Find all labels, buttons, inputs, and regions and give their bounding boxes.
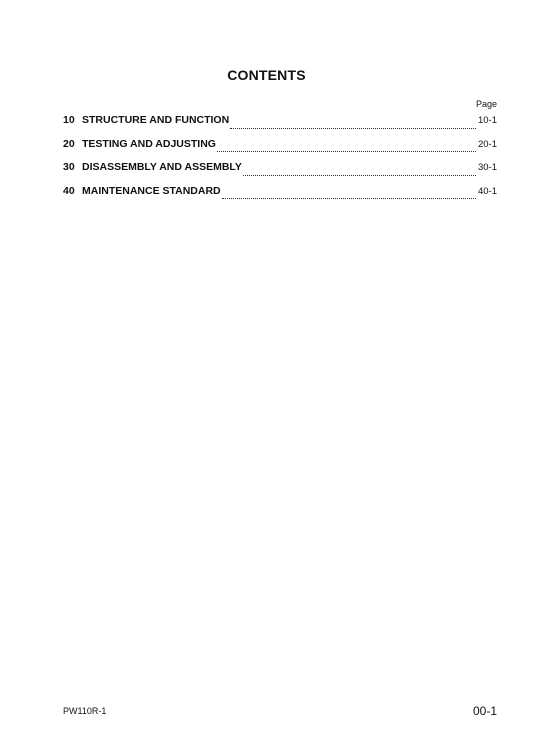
toc-entry-number: 40 — [63, 184, 75, 197]
toc-entry-number: 20 — [63, 137, 75, 150]
toc-entry-page: 40-1 — [477, 185, 497, 197]
toc-dot-leader — [230, 127, 476, 129]
toc-entry-structure-and-function[interactable] — [63, 114, 497, 138]
footer-model: PW110R-1 — [63, 706, 107, 716]
footer-page-number: 00-1 — [472, 704, 497, 718]
page-column-header: Page — [475, 99, 497, 109]
toc-entry-page: 30-1 — [477, 162, 497, 173]
toc-entry-testing-and-adjusting[interactable] — [63, 138, 497, 162]
toc-entry-disassembly-and-assembly[interactable] — [63, 161, 497, 185]
toc-dot-leader — [222, 197, 476, 199]
toc-entry-maintenance-standard[interactable] — [63, 185, 497, 209]
toc-entry-label: STRUCTURE AND FUNCTION — [82, 114, 230, 126]
table-of-contents — [63, 114, 497, 208]
toc-entry-page: 10-1 — [477, 115, 497, 126]
page-title: CONTENTS — [227, 67, 306, 83]
toc-entry-label: MAINTENANCE STANDARD — [82, 184, 221, 197]
toc-dot-leader — [243, 174, 476, 176]
toc-entry-number: 30 — [63, 161, 75, 173]
toc-entry-page: 20-1 — [477, 138, 497, 150]
toc-entry-label: TESTING AND ADJUSTING — [82, 137, 216, 150]
toc-entry-number: 10 — [63, 114, 75, 126]
toc-entry-label: DISASSEMBLY AND ASSEMBLY — [82, 161, 242, 173]
toc-dot-leader — [217, 150, 476, 152]
